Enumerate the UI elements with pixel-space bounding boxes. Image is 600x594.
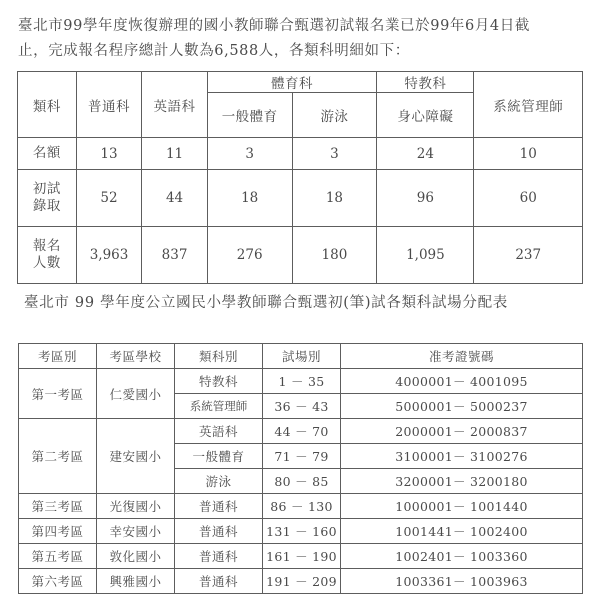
table2-cell-school: 敦化國小 (97, 544, 175, 569)
table1-cell-quota-general: 13 (76, 138, 142, 170)
table1-row-label-firstround-line1: 初試 (32, 181, 61, 197)
table1-col-english: 英語科 (142, 72, 208, 138)
table2-header-subject: 類科別 (175, 344, 263, 369)
table-row (19, 494, 583, 519)
subject-statistics-table (17, 71, 583, 284)
table1-row-label-applicants-line2: 人數 (32, 255, 61, 271)
table2-header-district: 考區別 (19, 344, 97, 369)
table1-cell-quota-english: 11 (142, 138, 208, 170)
table2-header-ticket: 准考證號碼 (341, 344, 583, 369)
table2-cell-ticket: 2000001－ 2000837 (341, 419, 583, 444)
table1-cell-quota-pe-general: 3 (207, 138, 292, 170)
table2-cell-school: 光復國小 (97, 494, 175, 519)
table1-col-sysadmin: 系統管理師 (474, 72, 583, 138)
table2-cell-room: 71 － 79 (263, 444, 341, 469)
table1-cell-applicants-general: 3,963 (76, 227, 142, 284)
table2-cell-district: 第六考區 (19, 569, 97, 594)
table1-row-label-firstround (18, 170, 77, 227)
table2-cell-subject: 一般體育 (175, 444, 263, 469)
table-row (18, 138, 583, 170)
table1-cell-applicants-sysadmin: 237 (474, 227, 583, 284)
table2-cell-subject: 英語科 (175, 419, 263, 444)
table2-cell-room: 80 － 85 (263, 469, 341, 494)
table1-cell-quota-special: 24 (377, 138, 474, 170)
intro-paragraph (18, 14, 584, 64)
table2-cell-district: 第二考區 (19, 419, 97, 494)
table1-col-pe-swim: 游泳 (292, 93, 377, 138)
table1-cell-applicants-pe-general: 276 (207, 227, 292, 284)
table1-cell-firstround-sysadmin: 60 (474, 170, 583, 227)
table2-cell-room: 36 － 43 (263, 394, 341, 419)
table2-cell-district: 第四考區 (19, 519, 97, 544)
table1-row-label-quota: 名額 (18, 138, 77, 170)
table-row (18, 170, 583, 227)
table1-corner-label: 類科 (18, 72, 77, 138)
exam-room-allocation-table-wrapper (18, 343, 582, 594)
table-row (19, 544, 583, 569)
table2-cell-subject: 系統管理師 (175, 394, 263, 419)
table2-cell-ticket: 1000001－ 1001440 (341, 494, 583, 519)
table2-cell-district: 第三考區 (19, 494, 97, 519)
table-row (18, 227, 583, 284)
table1-row-label-firstround-line2: 錄取 (32, 198, 61, 214)
table2-header-room: 試場別 (263, 344, 341, 369)
table2-cell-school: 興雅國小 (97, 569, 175, 594)
table1-cell-firstround-pe-swim: 18 (292, 170, 377, 227)
table1-cell-firstround-special: 96 (377, 170, 474, 227)
table2-cell-room: 161 － 190 (263, 544, 341, 569)
table1-cell-applicants-special: 1,095 (377, 227, 474, 284)
table2-cell-room: 1 － 35 (263, 369, 341, 394)
table2-cell-school: 幸安國小 (97, 519, 175, 544)
table-row (19, 519, 583, 544)
table2-cell-room: 191 － 209 (263, 569, 341, 594)
table2-cell-room: 44 － 70 (263, 419, 341, 444)
table1-cell-firstround-english: 44 (142, 170, 208, 227)
table-row (19, 369, 583, 394)
table2-cell-subject: 普通科 (175, 494, 263, 519)
table2-cell-subject: 普通科 (175, 544, 263, 569)
table2-cell-ticket: 5000001－ 5000237 (341, 394, 583, 419)
table2-header-school: 考區學校 (97, 344, 175, 369)
table1-row-label-applicants (18, 227, 77, 284)
intro-line-1: 臺北市99學年度恢復辦理的國小教師聯合甄選初試報名業已於99年6月4日截 (18, 18, 530, 34)
exam-room-allocation-heading: 臺北市 99 學年度公立國民小學教師聯合甄選初(筆)試各類科試場分配表 (24, 295, 508, 311)
table1-cell-applicants-pe-swim: 180 (292, 227, 377, 284)
table1-group-special: 特教科 (377, 72, 474, 93)
table2-cell-subject: 普通科 (175, 569, 263, 594)
table1-group-pe: 體育科 (207, 72, 377, 93)
table2-cell-school: 建安國小 (97, 419, 175, 494)
table1-header-row-1 (18, 72, 583, 93)
table1-col-special-disability: 身心障礙 (377, 93, 474, 138)
table2-cell-subject: 普通科 (175, 519, 263, 544)
table2-cell-district: 第一考區 (19, 369, 97, 419)
table2-cell-subject: 特教科 (175, 369, 263, 394)
exam-room-allocation-table (18, 343, 583, 594)
table2-cell-ticket: 3200001－ 3200180 (341, 469, 583, 494)
table2-cell-ticket: 1001441－ 1002400 (341, 519, 583, 544)
intro-line-2: 止，完成報名程序總計人數為6,588人，各類科明細如下： (18, 43, 410, 59)
table2-header-row (19, 344, 583, 369)
table2-cell-school: 仁愛國小 (97, 369, 175, 419)
table1-cell-applicants-english: 837 (142, 227, 208, 284)
table1-cell-firstround-pe-general: 18 (207, 170, 292, 227)
table2-cell-ticket: 3100001－ 3100276 (341, 444, 583, 469)
table2-cell-ticket: 1003361－ 1003963 (341, 569, 583, 594)
subject-statistics-table-wrapper (17, 71, 583, 284)
table1-row-label-applicants-line1: 報名 (32, 238, 61, 254)
table1-col-general: 普通科 (76, 72, 142, 138)
table2-cell-room: 131 － 160 (263, 519, 341, 544)
table1-cell-quota-sysadmin: 10 (474, 138, 583, 170)
table-row (19, 569, 583, 594)
table2-cell-district: 第五考區 (19, 544, 97, 569)
table1-cell-quota-pe-swim: 3 (292, 138, 377, 170)
table2-cell-ticket: 1002401－ 1003360 (341, 544, 583, 569)
table-row (19, 419, 583, 444)
table2-cell-ticket: 4000001－ 4001095 (341, 369, 583, 394)
table2-cell-room: 86 － 130 (263, 494, 341, 519)
table1-cell-firstround-general: 52 (76, 170, 142, 227)
table1-col-pe-general: 一般體育 (207, 93, 292, 138)
table2-cell-subject: 游泳 (175, 469, 263, 494)
